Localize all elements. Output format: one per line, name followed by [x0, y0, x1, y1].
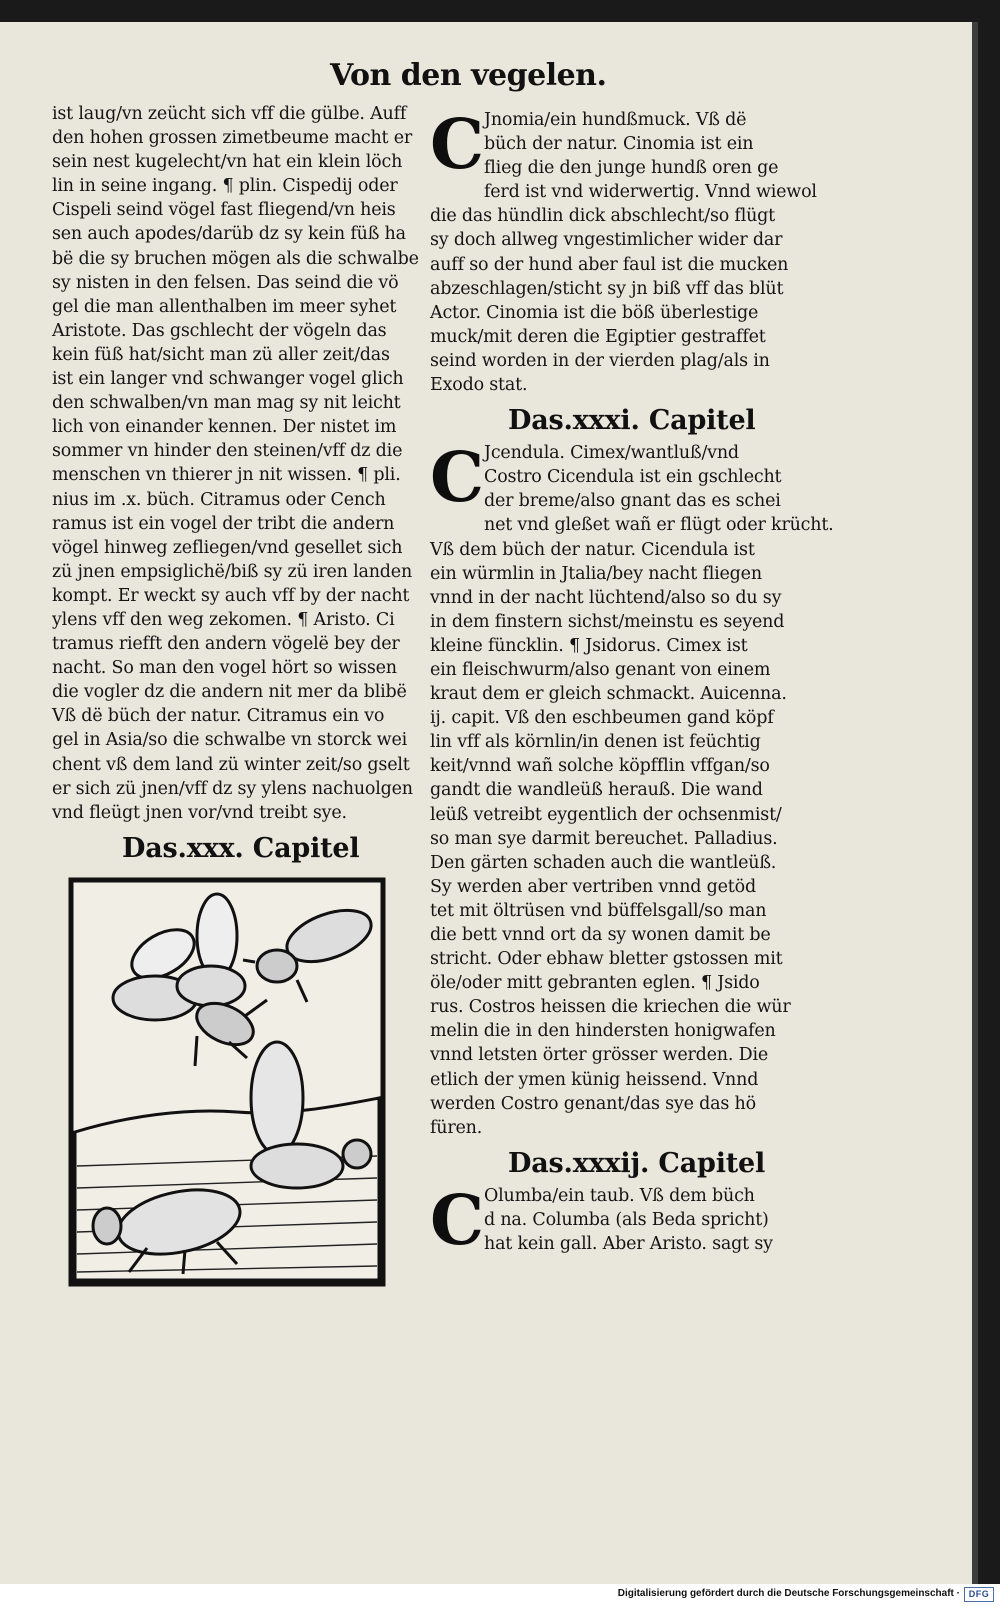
text-line: sein nest kugelecht/vn hat ein klein löch: [52, 152, 403, 173]
text-line: nius im .x. büch. Citramus oder Cench: [52, 489, 386, 510]
chapter-heading-xxx: Das.xxx. Capitel: [122, 832, 360, 864]
text-line: ramus ist ein vogel der tribt die andern: [52, 513, 395, 534]
initial-c-3: C: [430, 1180, 484, 1261]
text-line: Den gärten schaden auch die wantleüß.: [430, 852, 777, 873]
text-line: vnnd in der nacht lüchtend/also so du sy: [430, 587, 782, 608]
right-column: [430, 105, 834, 1261]
funding-notice: Digitalisierung gefördert durch die Deutsche Forschungsgemeinschaft ·: [617, 1588, 960, 1599]
text-line: seind worden in der vierden plag/als in: [430, 350, 770, 371]
text-line: vnd fleügt jnen vor/vnd treibt sye.: [52, 802, 347, 823]
text-line: zü jnen empsiglichë/biß sy zü iren landen: [52, 561, 413, 582]
text-line: d na. Columba (als Beda spricht): [484, 1209, 769, 1230]
text-line: öle/oder mitt gebranten eglen. ¶ Jsido: [430, 973, 760, 994]
text-line: Vß dë büch der natur. Citramus ein vo: [52, 706, 385, 727]
text-line: Cispeli seind vögel fast fliegend/vn heis: [52, 200, 396, 221]
text-line: Costro Cicendula ist ein gschlecht: [484, 467, 782, 488]
text-line: vnnd letsten örter grösser werden. Die: [430, 1045, 768, 1066]
text-line: ein würmlin in Jtalia/bey nacht fliegen: [430, 563, 762, 584]
text-line: füren.: [430, 1117, 483, 1138]
text-line: ein fleischwurm/also genant von einem: [430, 659, 771, 680]
text-line: ij. capit. Vß den eschbeumen gand köpf: [430, 708, 774, 729]
text-line: muck/mit deren die Egiptier gestraffet: [430, 326, 766, 347]
text-line: sen auch apodes/darüb dz sy kein füß ha: [52, 224, 406, 245]
text-line: leüß vetreibt eygentlich der ochsenmist/: [430, 804, 782, 825]
text-line: die das hündlin dick abschlecht/so flügt: [430, 206, 776, 227]
chapter-heading-xxxij: Das.xxxij. Capitel: [508, 1147, 766, 1179]
text-line: kein füß hat/sicht man zü aller zeit/das: [52, 344, 390, 365]
initial-c-2: C: [430, 438, 484, 519]
text-line: ylens vff den weg zekomen. ¶ Aristo. Ci: [52, 609, 395, 630]
left-column: [52, 102, 432, 875]
text-line: chent vß dem land zü winter zeit/so gselt: [52, 754, 410, 775]
text-line: hat kein gall. Aber Aristo. sagt sy: [484, 1234, 773, 1255]
text-line: die bett vnnd ort da sy wonen damit be: [430, 925, 771, 945]
text-line: gel in Asia/so die schwalbe vn storck wei: [52, 730, 408, 751]
text-line: in dem finstern sichst/meinstu es seyend: [430, 611, 785, 632]
text-line: tramus riefft den andern vögelë bey der: [52, 634, 400, 655]
text-line: ist laug/vn zeücht sich vff die gülbe. Auff: [52, 104, 407, 124]
section-cinomia: [430, 105, 830, 397]
section-columba: [430, 1180, 830, 1261]
text-line: kraut dem er gleich schmackt. Auicenna.: [430, 684, 787, 705]
text-line: gandt die wandleüß herauß. Die wand: [430, 780, 763, 801]
text-line: sommer vn hinder den steinen/vff dz die: [52, 441, 403, 462]
text-line: stricht. Oder ebhaw bletter gstossen mit: [430, 949, 783, 970]
text-line: lin vff als körnlin/in denen ist feüchtig: [430, 732, 761, 753]
chapter-heading-xxxi: Das.xxxi. Capitel: [508, 405, 756, 437]
text-line: kompt. Er weckt sy auch vff by der nacht: [52, 585, 410, 606]
left-text-block: [52, 102, 432, 825]
text-line: sy doch allweg vngestimlicher wider dar: [430, 230, 783, 251]
text-line: net vnd gleßet wañ er flügt oder krücht.: [484, 515, 834, 536]
text-line: er sich zü jnen/vff dz sy ylens nachuolgen: [52, 778, 413, 799]
text-line: lin in seine ingang. ¶ plin. Cispedij oder: [52, 176, 398, 197]
text-line: werden Costro genant/das sye das hö: [430, 1093, 756, 1114]
footer-bar: [0, 1584, 1000, 1607]
text-line: gel die man allenthalben im meer syhet: [52, 296, 397, 317]
text-line: lich von einander kennen. Der nistet im: [52, 417, 397, 438]
text-line: so man sye darmit bereuchet. Palladius.: [430, 828, 778, 849]
text-line: abzeschlagen/sticht sy jn biß vff das blüt: [430, 278, 784, 299]
text-line: Olumba/ein taub. Vß dem büch: [484, 1185, 755, 1206]
text-line: Sy werden aber vertriben vnnd getöd: [430, 876, 756, 897]
text-line: bë die sy bruchen mögen als die schwalbe: [52, 248, 419, 269]
text-line: Actor. Cinomia ist die böß überlestige: [430, 302, 759, 323]
text-line: Aristote. Das gschlecht der vögeln das: [52, 320, 387, 341]
text-line: büch der natur. Cinomia ist ein: [484, 134, 754, 155]
text-line: Jnomia/ein hundßmuck. Vß dë: [484, 110, 747, 130]
initial-c-1: C: [430, 105, 484, 185]
text-line: ferd ist vnd widerwertig. Vnnd wiewol: [484, 182, 817, 203]
text-line: auff so der hund aber faul ist die mucken: [430, 254, 789, 275]
text-line: den schwalben/vn man mag sy nit leicht: [52, 393, 401, 414]
running-head: Von den vegelen.: [330, 58, 607, 93]
text-line: melin die in den hindersten honigwafen: [430, 1021, 776, 1042]
text-line: menschen vn thierer jn nit wissen. ¶ pli.: [52, 465, 401, 486]
text-line: nacht. So man den vogel hört so wissen: [52, 658, 397, 679]
dfg-logo: DFG: [964, 1587, 994, 1602]
text-line: Jcendula. Cimex/wantluß/vnd: [484, 443, 739, 464]
text-line: Exodo stat.: [430, 375, 528, 396]
text-line: den hohen grossen zimetbeume macht er: [52, 128, 413, 149]
text-line: etlich der ymen künig heissend. Vnnd: [430, 1069, 759, 1090]
woodcut-illustration: [67, 876, 387, 1288]
text-line: keit/vnnd wañ solche köpfflin vffgan/so: [430, 756, 770, 777]
section-cicendula: [430, 438, 834, 1140]
text-line: kleine füncklin. ¶ Jsidorus. Cimex ist: [430, 635, 748, 656]
text-line: rus. Costros heissen die kriechen die wür: [430, 997, 791, 1018]
text-line: sy nisten in den felsen. Das seind die vö: [52, 272, 399, 293]
text-line: ist ein langer vnd schwanger vogel glich: [52, 369, 404, 390]
text-line: vögel hinweg zefliegen/vnd gesellet sich: [52, 537, 403, 558]
text-line: die vogler dz die andern nit mer da blibë: [52, 682, 407, 703]
text-line: Vß dem büch der natur. Cicendula ist: [430, 539, 755, 560]
text-line: tet mit öltrüsen vnd büffelsgall/so man: [430, 900, 767, 921]
text-line: flieg die den junge hundß oren ge: [484, 158, 779, 179]
text-line: der breme/also gnant das es schei: [484, 491, 781, 512]
